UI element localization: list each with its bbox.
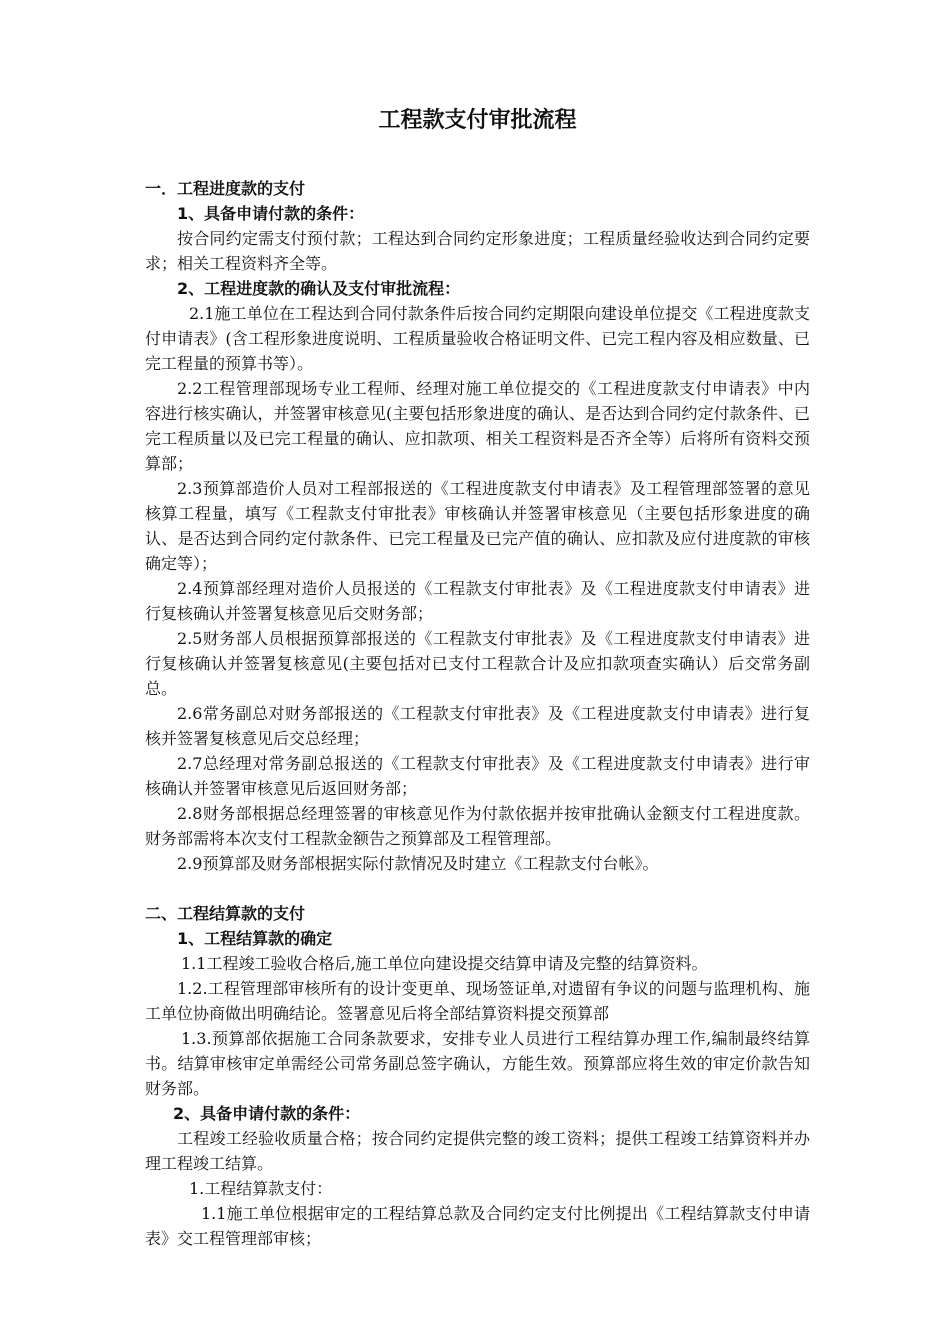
- section2-sub1-heading: 1、工程结算款的确定: [177, 929, 333, 948]
- section-spacer: [145, 876, 810, 901]
- section1-sub1-heading: 1、具备申请付款的条件：: [177, 204, 365, 223]
- section2-sub2-heading: 2、具备申请付款的条件：: [173, 1104, 361, 1123]
- section2-item-1-2: 1.2.工程管理部审核所有的设计变更单、现场签证单,对遗留有争议的问题与监理机构、施工单位协商做出明确结论。签署意见后将全部结算资料提交预算部: [145, 979, 810, 1023]
- section2-item-3-1: 1.1施工单位根据审定的工程结算总款及合同约定支付比例提出《工程结算款支付申请表》交工程管理部审核；: [145, 1204, 810, 1248]
- section2-item-1-1: 1.1工程竣工验收合格后,施工单位向建设提交结算申请及完整的结算资料。: [181, 954, 708, 973]
- section2-sub3-heading: 1.工程结算款支付：: [189, 1179, 333, 1198]
- section1-heading: 一．工程进度款的支付: [145, 179, 306, 198]
- section1-sub2-heading: 2、工程进度款的确认及支付审批流程：: [177, 279, 461, 298]
- section1-item-2-6: 2.6常务副总对财务部报送的《工程款支付审批表》及《工程进度款支付申请表》进行复核并签署复核意见后交总经理；: [145, 704, 810, 748]
- section1-item-2-2: 2.2工程管理部现场专业工程师、经理对施工单位提交的《工程进度款支付申请表》中内容进行核实确认，并签署审核意见(主要包括形象进度的确认、是否达到合同约定付款条件、已完工程质量以及已完工程量的确认、应扣款项、相关工程资料是否齐全等）后将所有资料交预算部；: [145, 379, 810, 473]
- section1-sub1-text: 按合同约定需支付预付款；工程达到合同约定形象进度；工程质量经验收达到合同约定要求；相关工程资料齐全等。: [145, 229, 810, 273]
- section1-item-2-5: 2.5财务部人员根据预算部报送的《工程款支付审批表》及《工程进度款支付申请表》进行复核确认并签署复核意见(主要包括对已支付工程款合计及应扣款项查实确认）后交常务副总。: [145, 629, 810, 698]
- document-title: 工程款支付审批流程: [378, 108, 577, 133]
- section2-heading: 二、工程结算款的支付: [145, 904, 306, 923]
- section1-item-2-1: 2.1施工单位在工程达到合同付款条件后按合同约定期限向建设单位提交《工程进度款支付申请表》(含工程形象进度说明、工程质量验收合格证明文件、已完工程内容及相应数量、已完工程量的预算书等）。: [145, 304, 810, 373]
- section2-item-1-3: 1.3.预算部依据施工合同条款要求，安排专业人员进行工程结算办理工作,编制最终结算书。结算审核审定单需经公司常务副总签字确认，方能生效。预算部应将生效的审定价款告知财务部。: [145, 1029, 810, 1098]
- section1-item-2-3: 2.3预算部造价人员对工程部报送的《工程进度款支付申请表》及工程管理部签署的意见核算工程量，填写《工程款支付审批表》审核确认并签署审核意见（主要包括形象进度的确认、是否达到合同约定付款条件、已完工程量及已完产值的确认、应扣款及应付进度款的审核确定等）；: [145, 479, 810, 573]
- section1-item-2-8: 2.8财务部根据总经理签署的审核意见作为付款依据并按审批确认金额支付工程进度款。财务部需将本次支付工程款金额告之预算部及工程管理部。: [145, 804, 810, 848]
- document-page: [145, 104, 810, 1251]
- section1-item-2-4: 2.4预算部经理对造价人员报送的《工程款支付审批表》及《工程进度款支付申请表》进行复核确认并签署复核意见后交财务部；: [145, 579, 810, 623]
- section1-item-2-7: 2.7总经理对常务副总报送的《工程款支付审批表》及《工程进度款支付申请表》进行审核确认并签署审核意见后返回财务部；: [145, 754, 810, 798]
- section1-item-2-9: 2.9预算部及财务部根据实际付款情况及时建立《工程款支付台帐》。: [177, 854, 659, 873]
- section2-sub2-text: 工程竣工经验收质量合格；按合同约定提供完整的竣工资料；提供工程竣工结算资料并办理工程竣工结算。: [145, 1129, 810, 1173]
